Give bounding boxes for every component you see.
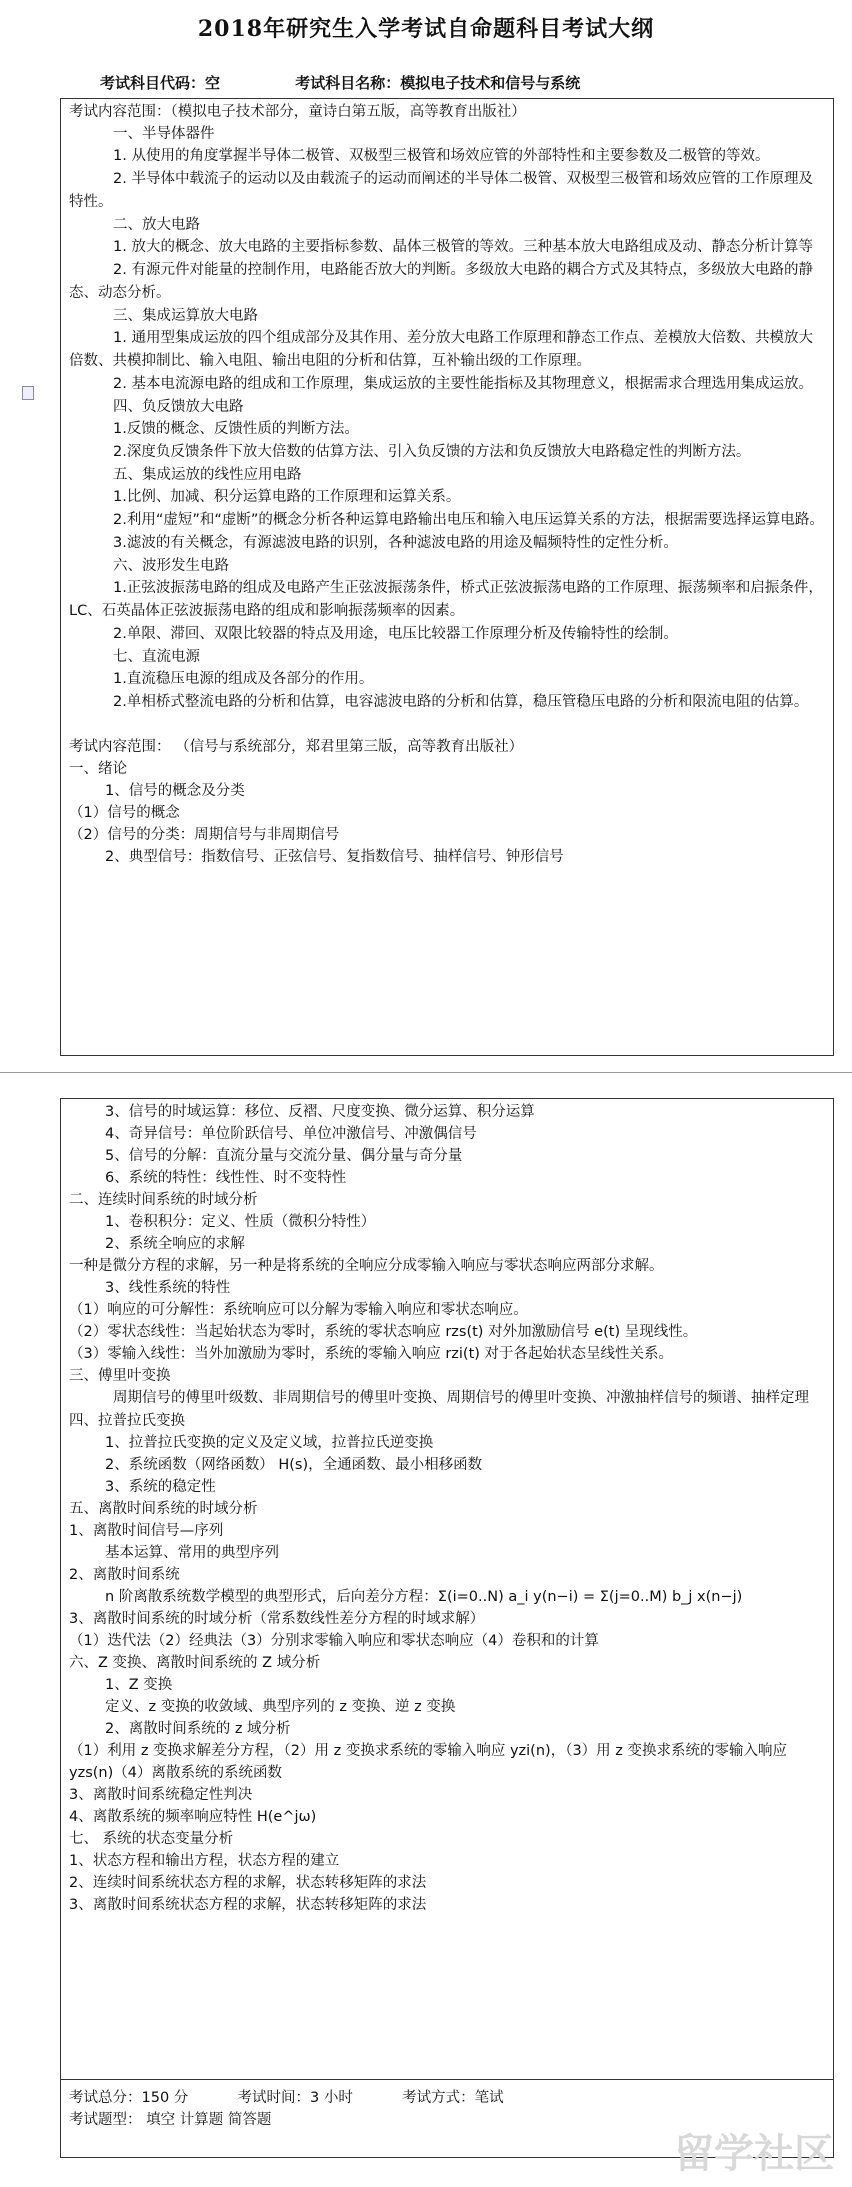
syllabus-line: 5、信号的分解：直流分量与交流分量、偶分量与奇分量 xyxy=(105,1148,463,1164)
syllabus-line: 2.深度负反馈条件下放大倍数的估算方法、引入负反馈的方法和负反馈放大电路稳定性的判断方法。 xyxy=(113,444,751,460)
syllabus-line: （1）利用 z 变换求解差分方程，（2）用 z 变换求系统的零输入响应 yzi(n)，（3）用 z 变换求系统的零输入响应 yzs(n)（4）离散系统的系统函数 xyxy=(69,1743,787,1781)
syllabus-line: 基本运算、常用的典型序列 xyxy=(105,1545,279,1561)
syllabus-line: 五、离散时间系统的时域分析 xyxy=(69,1501,258,1517)
syllabus-line: 一种是微分方程的求解，另一种是将系统的全响应分成零输入响应与零状态响应两部分求解。 xyxy=(69,1258,664,1274)
exam-time: 考试时间：3 小时 xyxy=(237,2090,353,2106)
syllabus-line: 三、集成运算放大电路 xyxy=(113,308,258,324)
syllabus-line: 3、线性系统的特性 xyxy=(105,1280,231,1296)
exam-types: 考试题型： 填空 计算题 简答题 xyxy=(69,2112,272,2128)
syllabus-line: 3、系统的稳定性 xyxy=(105,1479,216,1495)
syllabus-line: 3、离散时间系统的时域分析（常系数线性差分方程的时域求解） xyxy=(69,1611,485,1627)
syllabus-line: 2、系统全响应的求解 xyxy=(105,1236,245,1252)
syllabus-line: 2.利用“虚短”和“虚断”的概念分析各种运算电路输出电压和输入电压运算关系的方法，根据需要选择运算电路。 xyxy=(113,512,824,528)
syllabus-line: 七、直流电源 xyxy=(113,649,200,665)
syllabus-line: 1.比例、加减、积分运算电路的工作原理和运算关系。 xyxy=(113,489,461,505)
syllabus-line: 一、绪论 xyxy=(69,761,127,777)
watermark-logo: 留学社区 xyxy=(674,2131,834,2177)
signals-content xyxy=(69,1101,825,1916)
syllabus-line: 二、连续时间系统的时域分析 xyxy=(69,1192,258,1208)
syllabus-line: 2、离散时间系统 xyxy=(69,1567,180,1583)
subject-name: 考试科目名称：模拟电子技术和信号与系统 xyxy=(295,74,581,92)
syllabus-line: 1.直流稳压电源的组成及各部分的作用。 xyxy=(113,671,374,687)
subject-info xyxy=(100,72,580,93)
syllabus-line: 五、集成运放的线性应用电路 xyxy=(113,467,302,483)
syllabus-line: 2、连续时间系统状态方程的求解，状态转移矩阵的求法 xyxy=(69,1875,427,1891)
syllabus-line: 1、状态方程和输出方程，状态方程的建立 xyxy=(69,1853,340,1869)
syllabus-line: 六、波形发生电路 xyxy=(113,558,229,574)
exam-total: 考试总分：150 分 xyxy=(69,2090,189,2106)
subject-code: 考试科目代码：空 xyxy=(100,74,221,92)
syllabus-line: 1.反馈的概念、反馈性质的判断方法。 xyxy=(113,421,359,437)
exam-footer xyxy=(69,2087,504,2131)
syllabus-line: 2.单限、滞回、双限比较器的特点及用途，电压比较器工作原理分析及传输特性的绘制。 xyxy=(113,626,678,642)
syllabus-line: 3.滤波的有关概念，有源滤波电路的识别，各种滤波电路的用途及幅频特性的定性分析。 xyxy=(113,535,678,551)
syllabus-line: 3、离散时间系统状态方程的求解，状态转移矩阵的求法 xyxy=(69,1897,427,1913)
syllabus-box-analog xyxy=(60,98,834,1056)
page-break xyxy=(0,1072,852,1073)
syllabus-line: 3、信号的时域运算：移位、反褶、尺度变换、微分运算、积分运算 xyxy=(105,1104,535,1120)
analog-lines xyxy=(69,123,825,714)
document-margin-icon xyxy=(22,386,34,400)
syllabus-line: 2、典型信号：指数信号、正弦信号、复指数信号、抽样信号、钟形信号 xyxy=(105,849,564,865)
syllabus-line: （2）零状态线性：当起始状态为零时，系统的零状态响应 rzs(t) 对外加激励信号 e(t) 呈现线性。 xyxy=(69,1324,698,1340)
syllabus-line: 1、卷积积分：定义、性质（微积分特性） xyxy=(105,1214,376,1230)
syllabus-line: 1、Z 变换 xyxy=(105,1677,173,1693)
syllabus-line: 六、Z 变换、离散时间系统的 Z 域分析 xyxy=(69,1655,321,1671)
analog-content xyxy=(69,101,825,868)
analog-scope: 考试内容范围：（模拟电子技术部分，童诗白第五版，高等教育出版社） xyxy=(69,104,526,120)
syllabus-line: 四、拉普拉氏变换 xyxy=(69,1413,185,1429)
syllabus-line: 二、放大电路 xyxy=(113,217,200,233)
syllabus-line: 2. 有源元件对能量的控制作用，电路能否放大的判断。多级放大电路的耦合方式及其特点，多级放大电路的静态、动态分析。 xyxy=(69,262,813,301)
syllabus-line: 1. 通用型集成运放的四个组成部分及其作用、差分放大电路工作原理和静态工作点、差模放大倍数、共模放大倍数、共模抑制比、输入电阻、输出电阻的分析和估算，互补输出级的工作原理。 xyxy=(69,330,813,369)
syllabus-line: 1、离散时间信号—序列 xyxy=(69,1523,224,1539)
page-title: 2018年研究生入学考试自命题科目考试大纲 xyxy=(197,16,655,42)
exam-mode: 考试方式：笔试 xyxy=(402,2090,504,2106)
syllabus-box-signals xyxy=(60,1098,834,2158)
syllabus-line: （1）响应的可分解性：系统响应可以分解为零输入响应和零状态响应。 xyxy=(69,1302,528,1318)
syllabus-line: 定义、z 变换的收敛域、典型序列的 z 变换、逆 z 变换 xyxy=(105,1699,456,1715)
syllabus-line: 四、负反馈放大电路 xyxy=(113,399,244,415)
syllabus-line: 3、离散时间系统稳定性判决 xyxy=(69,1787,253,1803)
syllabus-line: 2.单相桥式整流电路的分析和估算，电容滤波电路的分析和估算，稳压管稳压电路的分析和限流电阻的估算。 xyxy=(113,694,809,710)
syllabus-line: 周期信号的傅里叶级数、非周期信号的傅里叶变换、周期信号的傅里叶变换、冲激抽样信号的频谱、抽样定理 xyxy=(113,1390,809,1406)
syllabus-line: 1. 放大的概念、放大电路的主要指标参数、晶体三极管的等效。三种基本放大电路组成及动、静态分析计算等 xyxy=(113,239,813,255)
syllabus-line: 2、系统函数（网络函数） H(s)，全通函数、最小相移函数 xyxy=(105,1457,483,1473)
syllabus-line: （1）迭代法（2）经典法（3）分别求零输入响应和零状态响应（4）卷积和的计算 xyxy=(69,1633,599,1649)
syllabus-line: 三、傅里叶变换 xyxy=(69,1368,171,1384)
syllabus-line: （1）信号的概念 xyxy=(69,805,180,821)
syllabus-line: 1.正弦波振荡电路的组成及电路产生正弦波振荡条件，桥式正弦波振荡电路的工作原理、振荡频率和启振条件，LC、石英晶体正弦波振荡电路的组成和影响振荡频率的因素。 xyxy=(69,580,823,619)
syllabus-line: 2. 基本电流源电路的组成和工作原理，集成运放的主要性能指标及其物理意义，根据需求合理选用集成运放。 xyxy=(113,376,813,392)
syllabus-line: 2、离散时间系统的 z 域分析 xyxy=(105,1721,291,1737)
syllabus-line: 七、 系统的状态变量分析 xyxy=(69,1831,234,1847)
syllabus-line: 6、系统的特性：线性性、时不变特性 xyxy=(105,1170,347,1186)
syllabus-line: 1、信号的概念及分类 xyxy=(105,783,245,799)
syllabus-line: 1、拉普拉氏变换的定义及定义域，拉普拉氏逆变换 xyxy=(105,1435,434,1451)
syllabus-line: 4、奇异信号：单位阶跃信号、单位冲激信号、冲激偶信号 xyxy=(105,1126,477,1142)
signals-scope: 考试内容范围： （信号与系统部分，郑君里第三版，高等教育出版社） xyxy=(69,739,524,755)
footer-divider xyxy=(61,2079,833,2080)
syllabus-line: （3）零输入线性：当外加激励为零时，系统的零输入响应 rzi(t) 对于各起始状态呈线性关系。 xyxy=(69,1346,674,1362)
syllabus-line: 4、离散系统的频率响应特性 H(e^jω) xyxy=(69,1809,317,1825)
signals-lines-b xyxy=(69,1101,825,1916)
syllabus-line: 1. 从使用的角度掌握半导体二极管、双极型三极管和场效应管的外部特性和主要参数及二极管的等效。 xyxy=(113,148,770,164)
signals-lines-a xyxy=(69,758,825,868)
syllabus-line: （2）信号的分类：周期信号与非周期信号 xyxy=(69,827,340,843)
syllabus-line: 2. 半导体中载流子的运动以及由载流子的运动而阐述的半导体二极管、双极型三极管和场效应管的工作原理及特性。 xyxy=(69,171,813,210)
syllabus-line: n 阶离散系统数学模型的典型形式，后向差分方程：Σ(i=0..N) a_i y(n−i) = Σ(j=0..M) b_j x(n−j) xyxy=(105,1589,743,1605)
syllabus-line: 一、半导体器件 xyxy=(113,126,215,142)
